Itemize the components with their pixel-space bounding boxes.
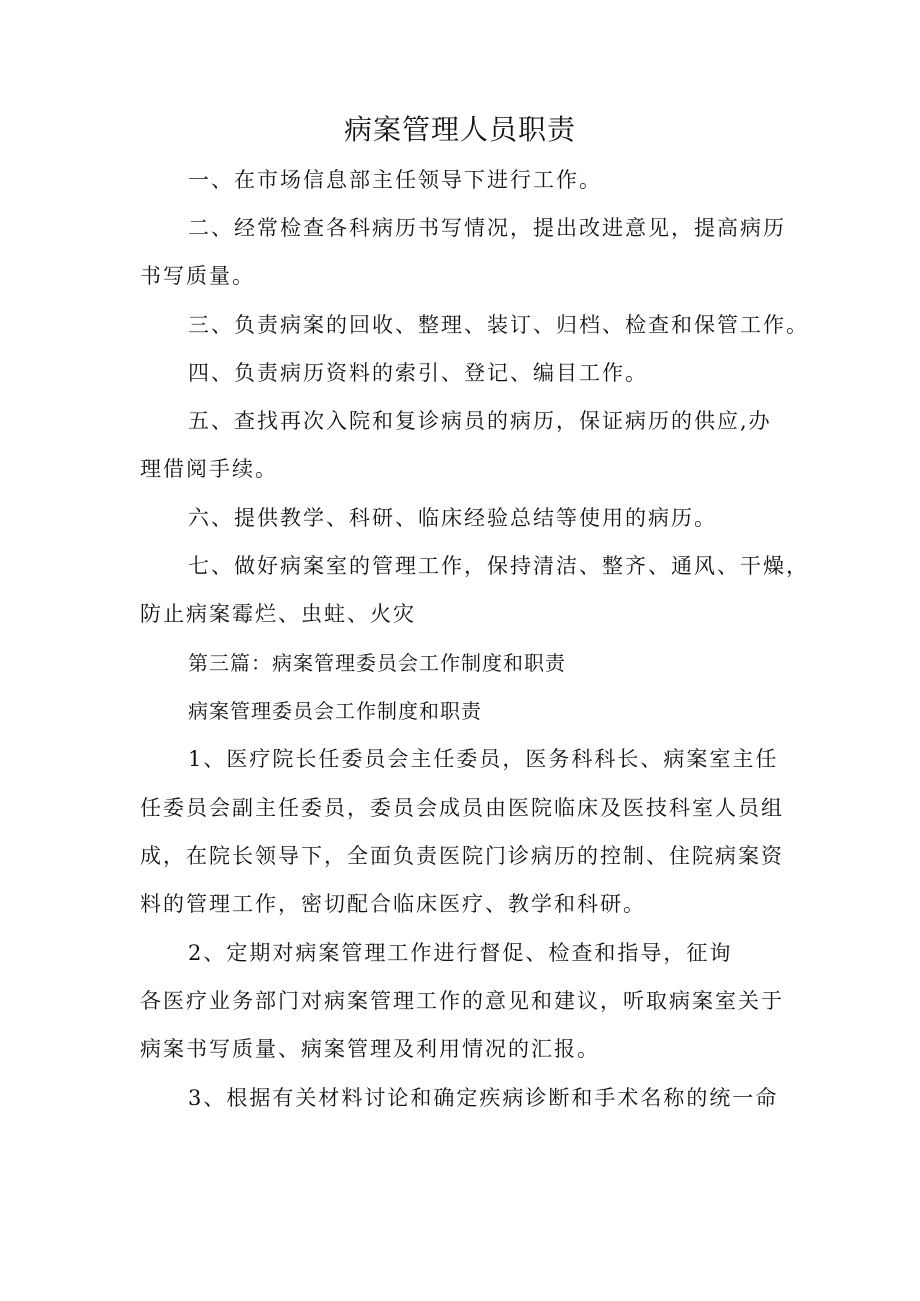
paragraph-line: 任委员会副主任委员，委员会成员由医院临床及医技科室人员组: [140, 796, 784, 820]
paragraph-line: 四、负责病历资料的索引、登记、编目工作。: [188, 361, 648, 385]
paragraph-line: 各医疗业务部门对病案管理工作的意见和建议，听取病案室关于: [140, 989, 784, 1013]
paragraph-line: 防止病案霉烂、虫蛀、火灾: [140, 602, 416, 626]
paragraph-line: 理借阅手续。: [140, 457, 278, 481]
document-title: 病案管理人员职责: [343, 113, 576, 146]
paragraph-line: 三、负责病案的回收、整理、装订、归档、检查和保管工作。: [188, 313, 809, 337]
section-subheading: 病案管理委员会工作制度和职责: [188, 699, 482, 723]
paragraph-line: 书写质量。: [140, 264, 255, 288]
paragraph-line: 一、在市场信息部主任领导下进行工作。: [188, 168, 602, 192]
section-heading: 第三篇：病案管理委员会工作制度和职责: [188, 651, 566, 675]
paragraph-line: 病案书写质量、病案管理及利用情况的汇报。: [140, 1037, 600, 1061]
paragraph-line: 1、医疗院长任委员会主任委员，医务科科长、病案室主任: [188, 747, 779, 771]
paragraph-line: 成，在院长领导下，全面负责医院门诊病历的控制、住院病案资: [140, 844, 784, 868]
paragraph-line: 七、做好病案室的管理工作，保持清洁、整齐、通风、干燥，: [188, 554, 809, 578]
paragraph-line: 3、根据有关材料讨论和确定疾病诊断和手术名称的统一命: [188, 1086, 779, 1110]
paragraph-line: 六、提供教学、科研、临床经验总结等使用的病历。: [188, 506, 717, 530]
paragraph-line: 二、经常检查各科病历书写情况，提出改进意见，提高病历: [188, 216, 786, 240]
paragraph-line: 2、定期对病案管理工作进行督促、检查和指导，征询: [188, 941, 733, 965]
paragraph-line: 料的管理工作，密切配合临床医疗、教学和科研。: [140, 892, 646, 916]
paragraph-line: 五、查找再次入院和复诊病员的病历，保证病历的供应,办: [188, 409, 772, 433]
